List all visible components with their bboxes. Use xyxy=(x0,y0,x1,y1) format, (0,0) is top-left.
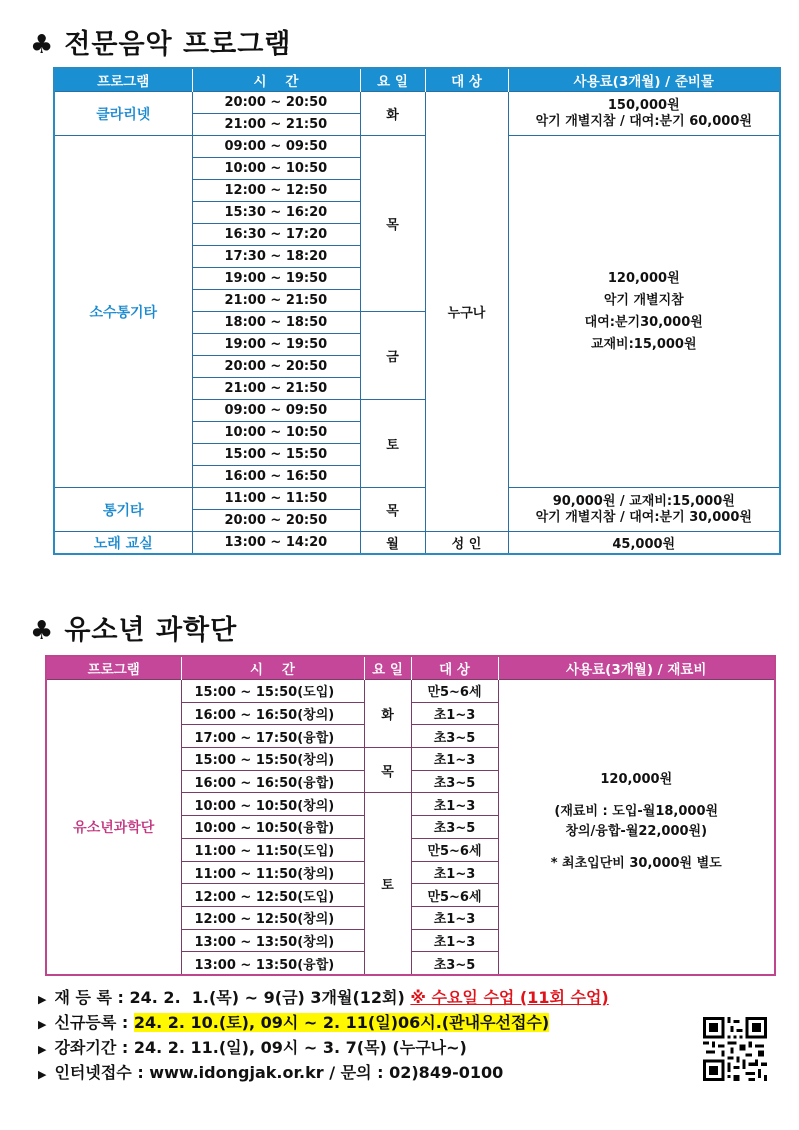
table-header-row xyxy=(46,656,775,680)
time-cell: 16:00 ~ 16:50(융합) xyxy=(181,770,364,793)
qr-code-icon[interactable] xyxy=(703,1017,767,1081)
time-cell: 21:00 ~ 21:50 xyxy=(192,290,360,312)
note-internet xyxy=(38,1060,609,1085)
time-cell: 10:00 ~ 10:50 xyxy=(192,158,360,180)
section2-title: ♣ 유소년 과학단 xyxy=(30,615,238,646)
time-cell: 12:00 ~ 12:50(창의) xyxy=(181,906,364,929)
program-ukulele: 소수통기타 xyxy=(54,136,192,488)
triangle-bullet-icon: ▶ xyxy=(38,993,47,1006)
header-day: 요 일 xyxy=(364,656,411,680)
time-cell: 20:00 ~ 20:50 xyxy=(192,510,360,532)
time-cell: 15:00 ~ 15:50(창의) xyxy=(181,748,364,771)
target-cell: 초3~5 xyxy=(411,770,498,793)
header-program: 프로그램 xyxy=(54,68,192,92)
time-cell: 13:00 ~ 13:50(창의) xyxy=(181,929,364,952)
time-cell: 21:00 ~ 21:50 xyxy=(192,114,360,136)
triangle-bullet-icon: ▶ xyxy=(38,1068,47,1081)
day-cell: 목 xyxy=(360,136,425,312)
time-cell: 19:00 ~ 19:50 xyxy=(192,268,360,290)
day-cell: 금 xyxy=(360,312,425,400)
header-time: 시 간 xyxy=(181,656,364,680)
club-icon: ♣ xyxy=(30,30,55,60)
target-cell: 초1~3 xyxy=(411,793,498,816)
time-cell: 13:00 ~ 13:50(융합) xyxy=(181,952,364,975)
fee-singing: 45,000원 xyxy=(508,532,780,555)
time-cell: 18:00 ~ 18:50 xyxy=(192,312,360,334)
time-cell: 12:00 ~ 12:50 xyxy=(192,180,360,202)
program-guitar: 통기타 xyxy=(54,488,192,532)
time-cell: 12:00 ~ 12:50(도입) xyxy=(181,884,364,907)
club-icon: ♣ xyxy=(30,616,55,646)
science-program-table xyxy=(45,655,776,976)
header-program: 프로그램 xyxy=(46,656,181,680)
target-cell: 누구나 xyxy=(425,92,508,532)
time-cell: 11:00 ~ 11:50 xyxy=(192,488,360,510)
target-cell: 초1~3 xyxy=(411,748,498,771)
triangle-bullet-icon: ▶ xyxy=(38,1018,47,1031)
day-cell: 토 xyxy=(364,793,411,975)
target-cell: 초1~3 xyxy=(411,861,498,884)
time-cell: 17:00 ~ 17:50(융합) xyxy=(181,725,364,748)
time-cell: 16:00 ~ 16:50 xyxy=(192,466,360,488)
table-row xyxy=(46,680,775,703)
target-cell: 초1~3 xyxy=(411,929,498,952)
day-cell: 화 xyxy=(360,92,425,136)
target-cell: 초3~5 xyxy=(411,725,498,748)
time-cell: 21:00 ~ 21:50 xyxy=(192,378,360,400)
table-row xyxy=(54,136,780,158)
fee-clarinet: 150,000원 악기 개별지참 / 대여:분기 60,000원 xyxy=(508,92,780,136)
day-cell: 토 xyxy=(360,400,425,488)
day-cell: 목 xyxy=(364,748,411,793)
table-row xyxy=(54,488,780,510)
time-cell: 10:00 ~ 10:50(창의) xyxy=(181,793,364,816)
fee-guitar: 90,000원 / 교재비:15,000원 악기 개별지참 / 대여:분기 30,000원 xyxy=(508,488,780,532)
time-cell: 11:00 ~ 11:50(창의) xyxy=(181,861,364,884)
note-re-register: ▶ 재 등 록 : 24. 2. 1.(목) ~ 9(금) 3개월(12회) ※ 수요일 수업 (11회 수업) xyxy=(38,988,609,1007)
internet-link[interactable]: 인터넷접수 : www.idongjak.or.kr / 문의 : 02)849-0100 xyxy=(54,1063,504,1082)
day-cell: 목 xyxy=(360,488,425,532)
target-cell: 만5~6세 xyxy=(411,884,498,907)
time-cell: 10:00 ~ 10:50 xyxy=(192,422,360,444)
target-cell: 성 인 xyxy=(425,532,508,555)
table-row xyxy=(54,532,780,555)
header-day: 요 일 xyxy=(360,68,425,92)
table-row xyxy=(54,92,780,114)
header-target: 대 상 xyxy=(425,68,508,92)
time-cell: 16:30 ~ 17:20 xyxy=(192,224,360,246)
time-cell: 17:30 ~ 18:20 xyxy=(192,246,360,268)
note-period: ▶ 강좌기간 : 24. 2. 11.(일), 09시 ~ 3. 7(목) (누구나~) xyxy=(38,1038,467,1057)
target-cell: 만5~6세 xyxy=(411,838,498,861)
time-cell: 13:00 ~ 14:20 xyxy=(192,532,360,555)
target-cell: 초3~5 xyxy=(411,952,498,975)
notes-list xyxy=(38,985,609,1085)
time-cell: 09:00 ~ 09:50 xyxy=(192,136,360,158)
triangle-bullet-icon: ▶ xyxy=(38,1043,47,1056)
program-science: 유소년과학단 xyxy=(46,680,181,975)
time-cell: 10:00 ~ 10:50(융합) xyxy=(181,816,364,839)
time-cell: 09:00 ~ 09:50 xyxy=(192,400,360,422)
header-fee: 사용료(3개월) / 준비물 xyxy=(508,68,780,92)
section1-title: ♣ 전문음악 프로그램 xyxy=(30,29,292,60)
time-cell: 20:00 ~ 20:50 xyxy=(192,92,360,114)
music-program-table xyxy=(53,67,781,555)
time-cell: 20:00 ~ 20:50 xyxy=(192,356,360,378)
target-cell: 초3~5 xyxy=(411,816,498,839)
header-time: 시 간 xyxy=(192,68,360,92)
program-singing: 노래 교실 xyxy=(54,532,192,555)
table-header-row xyxy=(54,68,780,92)
header-fee: 사용료(3개월) / 재료비 xyxy=(498,656,775,680)
program-clarinet: 클라리넷 xyxy=(54,92,192,136)
day-cell: 화 xyxy=(364,680,411,748)
time-cell: 19:00 ~ 19:50 xyxy=(192,334,360,356)
header-target: 대 상 xyxy=(411,656,498,680)
target-cell: 초1~3 xyxy=(411,906,498,929)
fee-ukulele: 120,000원 악기 개별지참 대여:분기30,000원 교재비:15,000원 xyxy=(508,136,780,488)
time-cell: 15:00 ~ 15:50(도입) xyxy=(181,680,364,703)
time-cell: 16:00 ~ 16:50(창의) xyxy=(181,702,364,725)
time-cell: 15:30 ~ 16:20 xyxy=(192,202,360,224)
time-cell: 15:00 ~ 15:50 xyxy=(192,444,360,466)
fee-science: 120,000원 (재료비 : 도입-월18,000원 창의/융합-월22,000원) * 최초입단비 30,000원 별도 xyxy=(498,680,775,975)
target-cell: 초1~3 xyxy=(411,702,498,725)
time-cell: 11:00 ~ 11:50(도입) xyxy=(181,838,364,861)
highlighted-date: 24. 2. 10.(토), 09시 ~ 2. 11(일)06시.(관내우선접수) xyxy=(133,1013,550,1032)
target-cell: 만5~6세 xyxy=(411,680,498,703)
warning-text: ※ 수요일 수업 (11회 수업) xyxy=(410,988,609,1007)
day-cell: 월 xyxy=(360,532,425,555)
note-new-register: ▶ 신규등록 : 24. 2. 10.(토), 09시 ~ 2. 11(일)06시.(관내우선접수) xyxy=(38,1013,550,1032)
